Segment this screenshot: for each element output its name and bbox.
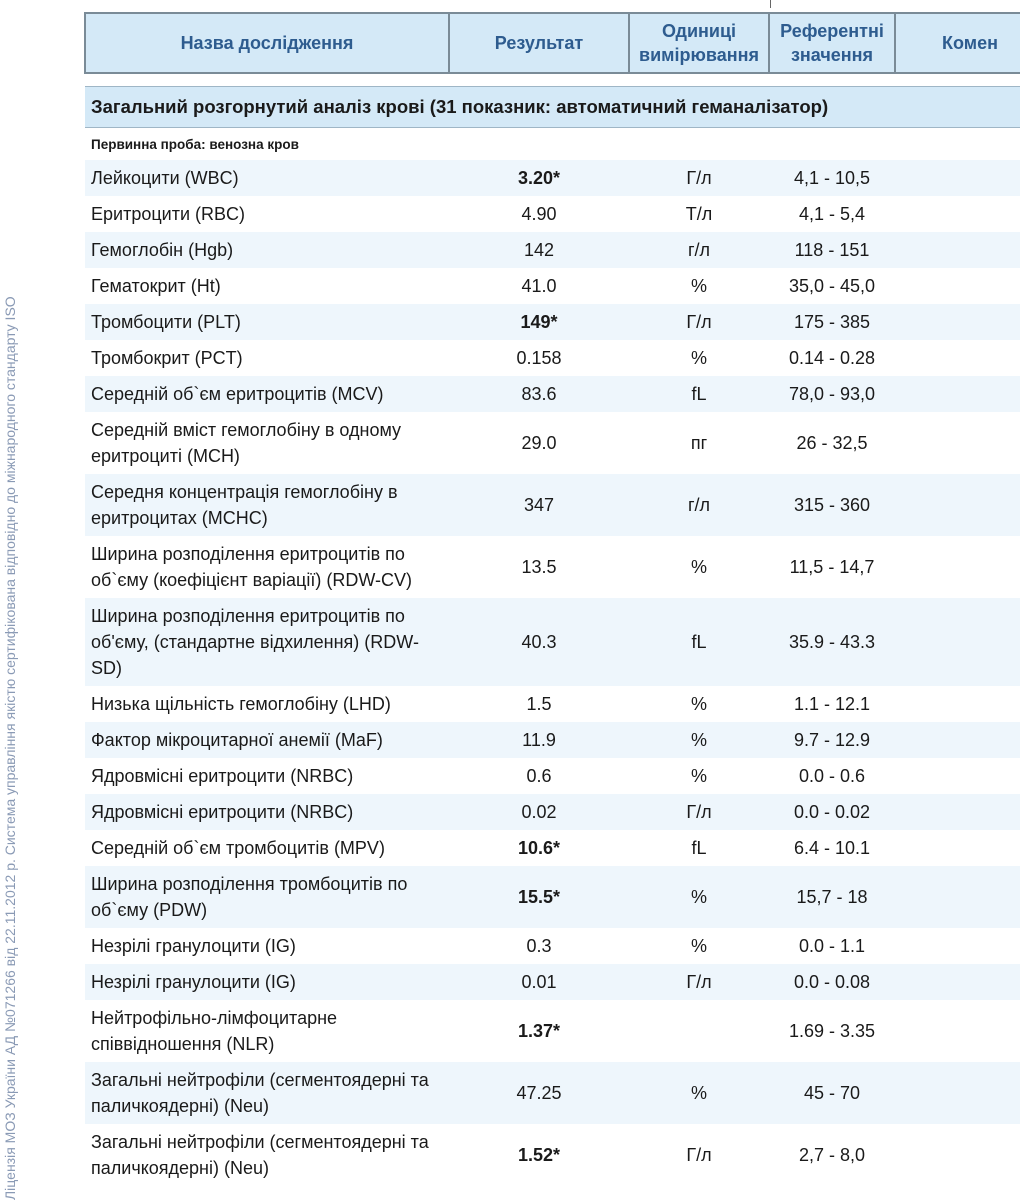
row-reference: 6.4 - 10.1 (793, 838, 871, 858)
table-row (85, 268, 1020, 304)
table-row (85, 686, 1020, 722)
table-row (85, 340, 1020, 376)
row-comment (895, 598, 1020, 686)
row-result: 83.6 (449, 376, 629, 412)
header-name: Назва дослідження (85, 13, 449, 73)
row-units: % (690, 936, 707, 956)
table-row (85, 196, 1020, 232)
row-reference: 35.9 - 43.3 (769, 598, 895, 686)
row-units: % (690, 348, 707, 368)
table-row (85, 830, 1020, 866)
table-row (85, 598, 1020, 686)
row-name: Тромбоцити (PLT) (85, 304, 449, 340)
row-units: Т/л (685, 204, 713, 224)
row-result: 0.158 (516, 348, 562, 368)
row-units: % (629, 866, 769, 928)
row-units: % (629, 722, 769, 758)
row-comment (895, 232, 1020, 268)
page-edge-mark (770, 0, 771, 8)
row-units: % (690, 276, 707, 296)
table-row (85, 232, 1020, 268)
row-reference: 78,0 - 93,0 (769, 376, 895, 412)
row-name: Тромбокрит (PCT) (91, 348, 243, 368)
header-comment: Комен (895, 13, 1020, 73)
row-reference: 4,1 - 10,5 (769, 160, 895, 196)
row-name: Загальні нейтрофіли (сегментоядерні та паличкоядерні) (Neu) (91, 1132, 429, 1178)
row-reference: 118 - 151 (769, 232, 895, 268)
table-row (85, 722, 1020, 758)
table-row (85, 376, 1020, 412)
row-name: Нейтрофільно-лімфоцитарне співвідношення (NLR) (91, 1008, 338, 1054)
row-units: fL (629, 376, 769, 412)
row-name: Середній вміст гемоглобіну в одному еритроциті (MCH) (91, 420, 402, 466)
table-row (85, 304, 1020, 340)
row-result: 11.9 (449, 722, 629, 758)
sidebar-license-text: Ліцензія МОЗ України АД №071266 від 22.11.2012 р. Система управління якістю сертифікована відповідно до міжнародного стандарту ISO (2, 296, 18, 1200)
row-reference: 175 - 385 (769, 304, 895, 340)
row-result: 10.6* (517, 838, 561, 858)
row-comment (895, 412, 1020, 474)
table-row (85, 866, 1020, 928)
row-reference: 315 - 360 (769, 474, 895, 536)
table-row (85, 536, 1020, 598)
row-reference: 2,7 - 8,0 (798, 1145, 866, 1165)
row-result: 3.20* (449, 160, 629, 196)
table-row (85, 1000, 1020, 1062)
row-result: 29.0 (521, 433, 557, 453)
table-row (85, 794, 1020, 830)
row-name: Низька щільність гемоглобіну (LHD) (91, 694, 391, 714)
results-table (84, 12, 1020, 1186)
row-name: Незрілі гранулоцити (IG) (85, 964, 449, 1000)
row-units (629, 1000, 769, 1062)
header-reference: Референтні значення (769, 13, 895, 73)
row-comment (895, 474, 1020, 536)
sample-row (85, 128, 1020, 161)
row-result: 13.5 (521, 557, 557, 577)
row-units: Г/л (629, 964, 769, 1000)
table-row (85, 1062, 1020, 1124)
row-result: 15.5* (449, 866, 629, 928)
row-comment (895, 794, 1020, 830)
row-comment (895, 536, 1020, 598)
row-result: 1.37* (517, 1021, 561, 1041)
results-sheet (84, 12, 1020, 1186)
row-result: 0.3 (526, 936, 552, 956)
row-comment (895, 376, 1020, 412)
row-result: 0.6 (526, 766, 552, 786)
row-reference: 1.69 - 3.35 (788, 1021, 876, 1041)
row-name: Середній об`єм тромбоцитів (MPV) (91, 838, 385, 858)
row-reference: 0.14 - 0.28 (788, 348, 876, 368)
row-reference: 9.7 - 12.9 (769, 722, 895, 758)
row-units: Г/л (629, 160, 769, 196)
row-reference: 26 - 32,5 (796, 433, 868, 453)
row-name: Ширина розподілення еритроцитів по об`єму (коефіцієнт варіації) (RDW-CV) (91, 544, 413, 590)
row-result: 1.5 (526, 694, 552, 714)
row-comment (895, 160, 1020, 196)
row-name: Ширина розподілення тромбоцитів по об`єму (PDW) (85, 866, 449, 928)
row-units: % (690, 766, 707, 786)
row-result: 0.02 (449, 794, 629, 830)
row-units: fL (691, 838, 707, 858)
row-name: Незрілі гранулоцити (IG) (91, 936, 296, 956)
row-comment (895, 1124, 1020, 1186)
row-name: Ширина розподілення еритроцитів по об'єму, (стандартне відхилення) (RDW-SD) (85, 598, 449, 686)
row-reference: 4,1 - 5,4 (798, 204, 866, 224)
section-row (85, 87, 1020, 128)
row-units: Г/л (629, 794, 769, 830)
row-comment (895, 758, 1020, 794)
row-comment (895, 196, 1020, 232)
row-reference: 15,7 - 18 (769, 866, 895, 928)
row-units: % (690, 694, 707, 714)
row-result: 4.90 (521, 204, 557, 224)
row-units: г/л (629, 232, 769, 268)
row-reference: 35,0 - 45,0 (788, 276, 876, 296)
row-comment (895, 830, 1020, 866)
row-comment (895, 268, 1020, 304)
row-reference: 0.0 - 0.08 (769, 964, 895, 1000)
row-result: 149* (449, 304, 629, 340)
table-row (85, 964, 1020, 1000)
header-result: Результат (449, 13, 629, 73)
table-row (85, 160, 1020, 196)
row-result: 1.52* (517, 1145, 561, 1165)
row-units: fL (629, 598, 769, 686)
row-result: 0.01 (449, 964, 629, 1000)
row-name: Гематокрит (Ht) (91, 276, 221, 296)
row-comment (895, 964, 1020, 1000)
row-comment (895, 722, 1020, 758)
row-name: Ядровмісні еритроцити (NRBC) (85, 794, 449, 830)
row-reference: 0.0 - 0.02 (769, 794, 895, 830)
row-result: 142 (449, 232, 629, 268)
row-comment (895, 1062, 1020, 1124)
section-title: Загальний розгорнутий аналіз крові (31 показник: автоматичний геманалізатор) (85, 87, 1020, 128)
row-name: Середня концентрація гемоглобіну в еритроцитах (MCHC) (85, 474, 449, 536)
row-name: Фактор мікроцитарної анемії (MaF) (85, 722, 449, 758)
row-name: Середній об`єм еритроцитів (MCV) (85, 376, 449, 412)
row-name: Гемоглобін (Hgb) (85, 232, 449, 268)
row-units: Г/л (629, 304, 769, 340)
table-header (85, 13, 1020, 73)
row-comment (895, 866, 1020, 928)
table-row (85, 474, 1020, 536)
row-comment (895, 1000, 1020, 1062)
row-result: 40.3 (449, 598, 629, 686)
row-name: Еритроцити (RBC) (91, 204, 245, 224)
table-row (85, 758, 1020, 794)
row-name: Ядровмісні еритроцити (NRBC) (91, 766, 354, 786)
table-row (85, 928, 1020, 964)
row-reference: 1.1 - 12.1 (793, 694, 871, 714)
row-name: Загальні нейтрофіли (сегментоядерні та паличкоядерні) (Neu) (85, 1062, 449, 1124)
row-reference: 45 - 70 (769, 1062, 895, 1124)
row-reference: 0.0 - 0.6 (798, 766, 866, 786)
row-units: Г/л (686, 1145, 712, 1165)
row-comment (895, 340, 1020, 376)
row-result: 347 (449, 474, 629, 536)
row-name: Лейкоцити (WBC) (85, 160, 449, 196)
row-reference: 0.0 - 1.1 (798, 936, 866, 956)
row-units: % (690, 557, 707, 577)
row-reference: 11,5 - 14,7 (789, 557, 875, 577)
row-comment (895, 928, 1020, 964)
row-comment (895, 686, 1020, 722)
header-units: Одиниці вимірювання (629, 13, 769, 73)
table-row (85, 412, 1020, 474)
row-result: 47.25 (449, 1062, 629, 1124)
row-units: г/л (629, 474, 769, 536)
row-units: % (629, 1062, 769, 1124)
row-comment (895, 304, 1020, 340)
row-result: 41.0 (521, 276, 557, 296)
row-units: пг (690, 433, 708, 453)
sample-label: Первинна проба: венозна кров (91, 136, 299, 152)
table-row (85, 1124, 1020, 1186)
